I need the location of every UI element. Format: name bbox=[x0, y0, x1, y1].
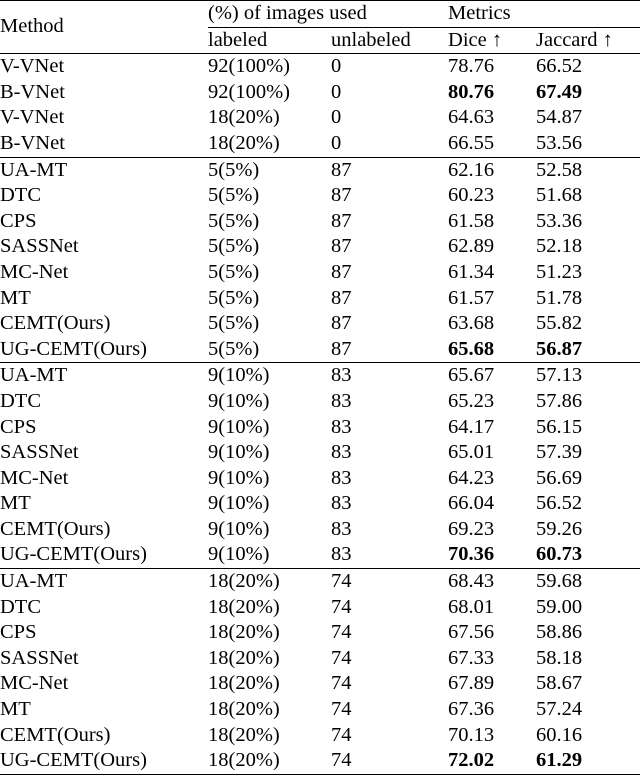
labeled-cell: 18(20%) bbox=[208, 131, 280, 154]
method-cell: B-VNet bbox=[0, 80, 65, 103]
dice-cell-bold: 65.68 bbox=[448, 337, 495, 360]
labeled-cell: 5(5%) bbox=[208, 286, 260, 309]
method-cell: SASSNet bbox=[0, 646, 79, 669]
method-cell: CEMT(Ours) bbox=[0, 723, 111, 746]
jaccard-cell-bold: 60.73 bbox=[536, 543, 583, 566]
table-row bbox=[0, 337, 640, 363]
unlabeled-cell: 87 bbox=[331, 157, 448, 183]
method-cell: CEMT(Ours) bbox=[0, 517, 111, 540]
dice-cell: 62.16 bbox=[448, 157, 536, 183]
jaccard-cell: 57.24 bbox=[536, 698, 583, 721]
method-cell: MT bbox=[0, 698, 31, 721]
labeled-cell: 18(20%) bbox=[208, 698, 280, 721]
method-cell: MC-Net bbox=[0, 466, 69, 489]
metrics-header: Metrics bbox=[448, 1, 640, 28]
labeled-cell: 5(5%) bbox=[208, 157, 331, 183]
unlabeled-cell: 87 bbox=[331, 286, 352, 309]
labeled-cell: 18(20%) bbox=[208, 595, 280, 618]
table-row bbox=[0, 697, 640, 723]
table-row bbox=[0, 517, 640, 543]
unlabeled-cell: 0 bbox=[331, 80, 342, 103]
table-row bbox=[0, 311, 640, 337]
table-row bbox=[0, 105, 640, 131]
labeled-cell: 5(5%) bbox=[208, 209, 260, 232]
method-cell: DTC bbox=[0, 184, 41, 207]
unlabeled-cell: 74 bbox=[331, 646, 352, 669]
labeled-cell: 9(10%) bbox=[208, 389, 270, 412]
labeled-cell: 18(20%) bbox=[208, 723, 280, 746]
labeled-cell: 5(5%) bbox=[208, 337, 260, 360]
method-cell: CEMT(Ours) bbox=[0, 312, 111, 335]
table-row bbox=[0, 491, 640, 517]
labeled-cell: 9(10%) bbox=[208, 517, 270, 540]
method-cell: UA-MT bbox=[0, 569, 208, 595]
dice-cell: 67.56 bbox=[448, 621, 495, 644]
dice-cell: 78.76 bbox=[448, 54, 536, 80]
jaccard-cell: 54.87 bbox=[536, 106, 583, 129]
labeled-cell: 9(10%) bbox=[208, 415, 270, 438]
table-row bbox=[0, 209, 640, 235]
table-row bbox=[0, 723, 640, 749]
jaccard-cell: 60.16 bbox=[536, 723, 583, 746]
dice-cell: 68.43 bbox=[448, 569, 536, 595]
labeled-cell: 9(10%) bbox=[208, 492, 270, 515]
jaccard-cell bbox=[536, 80, 640, 106]
method-cell: UG-CEMT(Ours) bbox=[0, 543, 147, 566]
unlabeled-cell: 0 bbox=[331, 106, 342, 129]
unlabeled-cell: 87 bbox=[331, 209, 352, 232]
jaccard-cell bbox=[536, 542, 640, 568]
dice-cell: 66.04 bbox=[448, 492, 495, 515]
table-row bbox=[0, 80, 640, 106]
dice-cell: 61.34 bbox=[448, 260, 495, 283]
table-row bbox=[0, 595, 640, 621]
method-cell: DTC bbox=[0, 595, 41, 618]
images-used-header: (%) of images used bbox=[208, 1, 448, 28]
table-row bbox=[0, 671, 640, 697]
dice-cell bbox=[448, 542, 536, 568]
jaccard-cell: 58.67 bbox=[536, 672, 583, 695]
method-cell: CPS bbox=[0, 209, 37, 232]
labeled-cell: 92(100%) bbox=[208, 54, 331, 80]
dice-header: Dice ↑ bbox=[448, 28, 503, 51]
dice-cell: 66.55 bbox=[448, 131, 495, 154]
table-row bbox=[0, 646, 640, 672]
unlabeled-cell: 83 bbox=[331, 466, 352, 489]
dice-cell-bold: 80.76 bbox=[448, 80, 495, 103]
dice-cell: 64.17 bbox=[448, 415, 495, 438]
unlabeled-cell: 0 bbox=[331, 131, 342, 154]
unlabeled-cell: 83 bbox=[331, 517, 352, 540]
method-header: Method bbox=[0, 1, 208, 54]
unlabeled-cell: 83 bbox=[331, 363, 448, 389]
table-row bbox=[0, 131, 640, 157]
unlabeled-header: unlabeled bbox=[331, 28, 411, 51]
labeled-cell: 9(10%) bbox=[208, 543, 270, 566]
unlabeled-cell: 87 bbox=[331, 337, 352, 360]
labeled-cell: 18(20%) bbox=[208, 672, 280, 695]
labeled-cell: 18(20%) bbox=[208, 748, 331, 774]
dice-cell-bold: 72.02 bbox=[448, 749, 495, 772]
jaccard-cell-bold: 67.49 bbox=[536, 80, 583, 103]
method-cell: MC-Net bbox=[0, 672, 69, 695]
method-cell: UG-CEMT(Ours) bbox=[0, 337, 147, 360]
labeled-cell: 9(10%) bbox=[208, 466, 270, 489]
dice-cell: 65.01 bbox=[448, 441, 495, 464]
unlabeled-cell: 83 bbox=[331, 492, 352, 515]
dice-cell: 67.33 bbox=[448, 646, 495, 669]
method-cell: MT bbox=[0, 492, 31, 515]
labeled-cell: 18(20%) bbox=[208, 106, 280, 129]
labeled-cell: 5(5%) bbox=[208, 235, 260, 258]
unlabeled-cell: 83 bbox=[331, 441, 352, 464]
unlabeled-cell: 74 bbox=[331, 672, 352, 695]
table-row bbox=[0, 183, 640, 209]
method-cell: MC-Net bbox=[0, 260, 69, 283]
jaccard-cell bbox=[536, 337, 640, 363]
method-cell: MT bbox=[0, 286, 31, 309]
unlabeled-cell: 83 bbox=[331, 389, 352, 412]
jaccard-cell: 59.26 bbox=[536, 517, 583, 540]
jaccard-cell: 59.00 bbox=[536, 595, 583, 618]
dice-cell-bold: 70.36 bbox=[448, 543, 495, 566]
dice-cell: 65.23 bbox=[448, 389, 495, 412]
unlabeled-cell: 74 bbox=[331, 595, 352, 618]
method-cell: CPS bbox=[0, 415, 37, 438]
method-cell: UG-CEMT(Ours) bbox=[0, 748, 208, 774]
jaccard-cell: 53.56 bbox=[536, 131, 583, 154]
table-row bbox=[0, 440, 640, 466]
jaccard-cell: 58.18 bbox=[536, 646, 583, 669]
unlabeled-cell: 74 bbox=[331, 698, 352, 721]
jaccard-cell bbox=[536, 748, 640, 774]
dice-cell bbox=[448, 80, 536, 106]
labeled-cell: 5(5%) bbox=[208, 260, 260, 283]
labeled-cell: 18(20%) bbox=[208, 569, 331, 595]
dice-cell bbox=[448, 337, 536, 363]
jaccard-cell: 56.15 bbox=[536, 415, 583, 438]
jaccard-cell: 51.23 bbox=[536, 260, 583, 283]
dice-cell: 67.89 bbox=[448, 672, 495, 695]
jaccard-cell: 52.18 bbox=[536, 235, 583, 258]
jaccard-cell: 57.39 bbox=[536, 441, 583, 464]
dice-cell bbox=[448, 748, 536, 774]
method-cell: V-VNet bbox=[0, 54, 208, 80]
jaccard-cell: 51.78 bbox=[536, 286, 583, 309]
jaccard-cell: 56.52 bbox=[536, 492, 583, 515]
dice-cell: 61.57 bbox=[448, 286, 495, 309]
jaccard-cell: 52.58 bbox=[536, 157, 640, 183]
method-cell: V-VNet bbox=[0, 106, 65, 129]
table-body bbox=[0, 54, 640, 775]
dice-cell: 60.23 bbox=[448, 184, 495, 207]
jaccard-cell: 59.68 bbox=[536, 569, 640, 595]
unlabeled-cell: 83 bbox=[331, 543, 352, 566]
table-row bbox=[0, 234, 640, 260]
method-cell: DTC bbox=[0, 389, 41, 412]
method-cell: SASSNet bbox=[0, 441, 79, 464]
labeled-cell: 5(5%) bbox=[208, 184, 260, 207]
table-row bbox=[0, 286, 640, 312]
dice-cell: 65.67 bbox=[448, 363, 536, 389]
jaccard-cell-bold: 61.29 bbox=[536, 749, 583, 772]
jaccard-cell: 53.36 bbox=[536, 209, 583, 232]
table-row bbox=[0, 569, 640, 595]
dice-cell: 68.01 bbox=[448, 595, 495, 618]
dice-cell: 70.13 bbox=[448, 723, 495, 746]
table-row bbox=[0, 748, 640, 774]
jaccard-header: Jaccard ↑ bbox=[536, 28, 613, 51]
unlabeled-cell: 74 bbox=[331, 723, 352, 746]
method-cell: UA-MT bbox=[0, 363, 208, 389]
table-row bbox=[0, 260, 640, 286]
unlabeled-cell: 0 bbox=[331, 54, 448, 80]
dice-cell: 69.23 bbox=[448, 517, 495, 540]
method-cell: SASSNet bbox=[0, 235, 79, 258]
table-row bbox=[0, 466, 640, 492]
jaccard-cell: 55.82 bbox=[536, 312, 583, 335]
jaccard-cell: 58.86 bbox=[536, 621, 583, 644]
jaccard-cell: 57.13 bbox=[536, 363, 640, 389]
unlabeled-cell: 83 bbox=[331, 415, 352, 438]
dice-cell: 67.36 bbox=[448, 698, 495, 721]
unlabeled-cell: 74 bbox=[331, 569, 448, 595]
dice-cell: 62.89 bbox=[448, 235, 495, 258]
labeled-cell: 9(10%) bbox=[208, 441, 270, 464]
unlabeled-cell: 87 bbox=[331, 312, 352, 335]
dice-cell: 61.58 bbox=[448, 209, 495, 232]
labeled-cell: 18(20%) bbox=[208, 646, 280, 669]
table-row bbox=[0, 54, 640, 80]
unlabeled-cell: 74 bbox=[331, 748, 448, 774]
jaccard-cell-bold: 56.87 bbox=[536, 337, 583, 360]
table-row bbox=[0, 157, 640, 183]
table-header bbox=[0, 1, 640, 54]
unlabeled-cell: 87 bbox=[331, 184, 352, 207]
table-row bbox=[0, 415, 640, 441]
dice-cell: 63.68 bbox=[448, 312, 495, 335]
table-row bbox=[0, 542, 640, 568]
unlabeled-cell: 74 bbox=[331, 621, 352, 644]
jaccard-cell: 51.68 bbox=[536, 184, 583, 207]
unlabeled-cell: 87 bbox=[331, 260, 352, 283]
unlabeled-cell: 87 bbox=[331, 235, 352, 258]
labeled-header: labeled bbox=[208, 28, 268, 51]
method-cell: B-VNet bbox=[0, 131, 65, 154]
labeled-cell: 5(5%) bbox=[208, 312, 260, 335]
jaccard-cell: 56.69 bbox=[536, 466, 583, 489]
table-row bbox=[0, 620, 640, 646]
table-row bbox=[0, 363, 640, 389]
jaccard-cell: 57.86 bbox=[536, 389, 583, 412]
dice-cell: 64.23 bbox=[448, 466, 495, 489]
jaccard-cell: 66.52 bbox=[536, 54, 640, 80]
labeled-cell: 92(100%) bbox=[208, 80, 290, 103]
method-cell: UA-MT bbox=[0, 157, 208, 183]
dice-cell: 64.63 bbox=[448, 106, 495, 129]
table-row bbox=[0, 389, 640, 415]
labeled-cell: 18(20%) bbox=[208, 621, 280, 644]
labeled-cell: 9(10%) bbox=[208, 363, 331, 389]
method-cell: CPS bbox=[0, 621, 37, 644]
